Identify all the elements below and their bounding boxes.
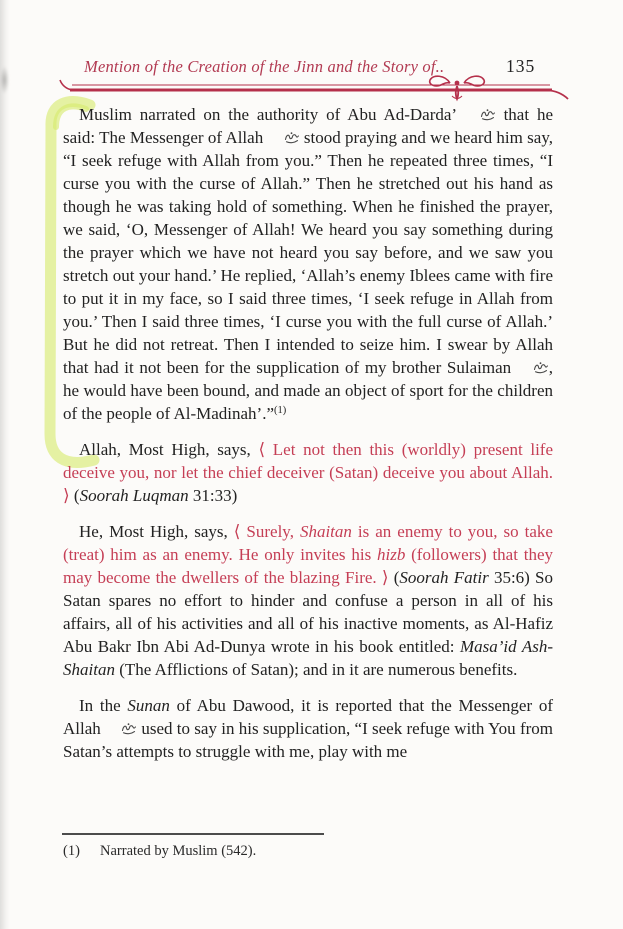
body-paragraph-quran-fatir bbox=[63, 520, 553, 681]
footnote-text: Narrated by Muslim (542). bbox=[100, 843, 257, 859]
text-segment: ( bbox=[393, 568, 400, 587]
text-segment: Soorah Fatir bbox=[399, 568, 489, 587]
body-paragraph-hadith bbox=[63, 103, 553, 425]
sallallahu-alayhi-wasallam-symbol bbox=[105, 722, 137, 735]
body-paragraph-sunan bbox=[63, 694, 553, 763]
text-segment: of Abu Dawood, it is reported that the Messenger of Allah bbox=[63, 696, 553, 738]
alayhis-salam-symbol bbox=[517, 361, 549, 374]
text-segment: used to say in his supplication, “I seek refuge with You from Satan’s attempts to struggle with me, play with me bbox=[63, 719, 553, 761]
scan-edge-smudge bbox=[0, 66, 9, 94]
text-segment: Masa’id Ash-Shaitan bbox=[63, 637, 554, 679]
text-segment: , he would have been bound, and made an object of sport for the children of the people of Al-Madinah’.” bbox=[63, 358, 553, 423]
text-segment: (followers) that they may become the dwellers of the blazing Fire. ⟩ bbox=[63, 545, 553, 587]
text-segment: Shaitan bbox=[299, 522, 352, 541]
text-segment: 31:33) bbox=[188, 486, 238, 505]
footnote-divider bbox=[62, 833, 324, 835]
text-segment: ⟨ Let not then this (worldly) present life deceive you, nor let the chief deceiver (Satan) deceive you about Allah. ⟩ bbox=[63, 440, 554, 505]
text-segment: ( bbox=[73, 486, 80, 505]
text-segment: ⟨ Surely, bbox=[233, 522, 300, 541]
page-number: 135 bbox=[506, 56, 536, 76]
radiyallahu-anhu-symbol bbox=[464, 108, 496, 121]
text-segment: is an enemy to you, so take (treat) him as an enemy. He only invites his bbox=[63, 522, 553, 564]
text-segment: Sunan bbox=[127, 696, 170, 715]
scan-edge-shadow bbox=[0, 0, 10, 929]
text-segment: 35:6) So Satan spares no effort to hinder and confuse a person in all of his affairs, all of his activities and all of his inactive moments, as Al-Hafiz Abu Bakr Ibn Abi Ad-Dunya wrote in his book entitled: bbox=[63, 568, 554, 656]
chapter-title: Mention of the Creation of the Jinn and the Story of.. bbox=[84, 57, 445, 76]
text-segment: stood praying and we heard him say, “I seek refuge with Allah from you.” Then he repeated three times, “I curse you with the curse of Allah.” Then he stretched out his hand as though he was taking hold of something. When he finished the prayer, we said, ‘O, Messenger of Allah! We heard you say something during the prayer which we have not heard you say before, and we saw you stretch out your hand.’ He replied, ‘Allah’s enemy Iblees came with fire to put it in my face, so I said three times, ‘I seek refuge in Allah from you.’ Then I said three times, ‘I curse you with the full curse of Allah.’ But he did not retreat. Then I intended to seize him. I swear by Allah that had it not been for the supplication of my brother Sulaiman bbox=[63, 128, 553, 377]
text-segment: Muslim narrated on the authority of Abu Ad-Darda’ bbox=[79, 105, 464, 124]
text-segment: He, Most High, says, bbox=[79, 522, 234, 541]
text-segment: In the bbox=[79, 696, 128, 715]
body-paragraph-quran-luqman bbox=[63, 438, 553, 507]
footnote-marker: (1) bbox=[63, 843, 80, 859]
text-segment: Soorah Luqman bbox=[79, 486, 189, 505]
footnote bbox=[63, 843, 256, 860]
page-body bbox=[63, 103, 553, 776]
text-segment: Allah, Most High, says, bbox=[79, 440, 259, 459]
text-segment: hizb bbox=[376, 545, 406, 564]
text-segment: (The Afflictions of Satan); and in it are numerous benefits. bbox=[114, 660, 518, 679]
text-segment: (1) bbox=[274, 405, 287, 416]
center-scroll-ornament bbox=[430, 76, 485, 99]
sallallahu-alayhi-wasallam-symbol bbox=[268, 131, 300, 144]
text-segment: that he said: The Messenger of Allah bbox=[63, 105, 553, 147]
